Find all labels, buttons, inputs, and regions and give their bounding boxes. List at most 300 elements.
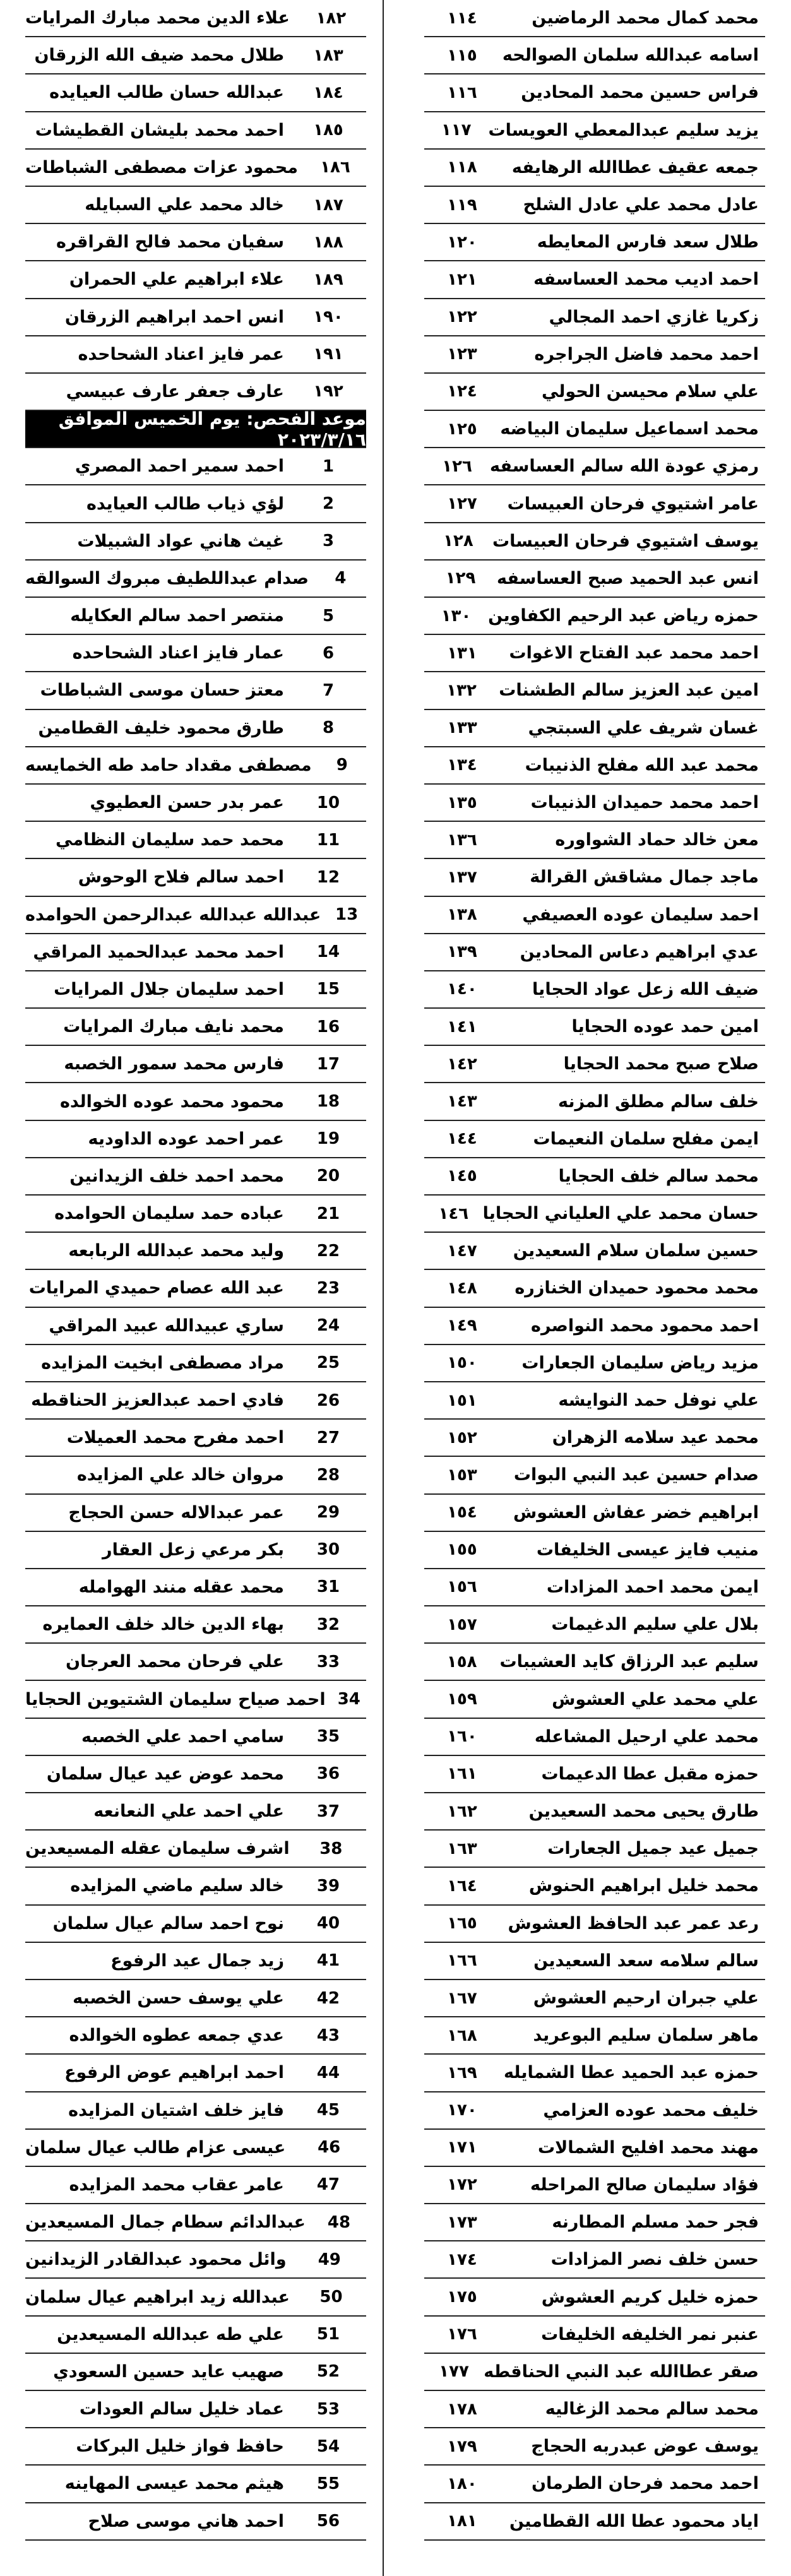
- candidate-name: محمد خليل ابراهيم الحنوش: [528, 1876, 759, 1896]
- row-number: ١٧٤: [447, 2250, 477, 2269]
- table-row: [25, 2317, 366, 2354]
- table-row: [25, 785, 366, 822]
- candidate-name: خالد سليم ماضي المزايده: [70, 1876, 284, 1896]
- row-number: ١٦٥: [447, 1914, 477, 1933]
- candidate-name: علي يوسف حسن الخصبه: [73, 1988, 284, 2009]
- table-row: [424, 1233, 765, 1270]
- table-row: [424, 2130, 765, 2167]
- table-row: [25, 2130, 366, 2167]
- candidate-name: علي نوفل حمد النوايشه: [558, 1391, 759, 1411]
- row-number: ١٧٧: [439, 2362, 469, 2382]
- row-number: ١٢٢: [447, 307, 477, 327]
- table-row: [424, 2391, 765, 2428]
- row-number: ١٢١: [447, 270, 477, 289]
- table-row: [25, 2428, 366, 2466]
- table-row: [424, 1793, 765, 1831]
- table-row: [424, 2354, 765, 2391]
- candidate-name: يوسف اشتيوي فرحان العبيسات: [492, 531, 759, 551]
- table-row: [424, 635, 765, 672]
- candidate-name: ايمن محمد احمد المزادات: [546, 1577, 759, 1597]
- table-row: [25, 2055, 366, 2092]
- candidate-name: صقر عطاالله عبد النبي الحناقطه: [484, 2361, 759, 2382]
- row-number: ١٢٠: [447, 232, 477, 252]
- candidate-name: ماهر سلمان سليم البوعريد: [533, 2026, 759, 2046]
- table-row: [424, 187, 765, 224]
- candidate-name: عادل محمد علي عادل الشلح: [523, 195, 759, 215]
- row-number: ١١٨: [447, 158, 477, 177]
- table-row: [25, 299, 366, 336]
- table-row: [25, 635, 366, 672]
- candidate-name: محمود محمد عوده الخوالده: [59, 1091, 284, 1112]
- table-row: [424, 0, 765, 37]
- table-row: [25, 1719, 366, 1756]
- row-number: ١٣٣: [447, 718, 477, 738]
- table-row: [25, 1121, 366, 1158]
- candidate-name: ايمن مفلح سلمان النعيمات: [533, 1129, 759, 1149]
- candidate-name: خالد محمد علي السبايله: [85, 195, 284, 215]
- candidate-name: طلال محمد ضيف الله الزرقان: [34, 45, 284, 66]
- candidate-name: بكر مرعي زعل العقار: [102, 1540, 284, 1560]
- table-row: [424, 1681, 765, 1718]
- table-row: [25, 1495, 366, 1532]
- table-row: [424, 1606, 765, 1644]
- table-row: [424, 374, 765, 411]
- table-row: [25, 561, 366, 598]
- row-number: 47: [316, 2175, 340, 2195]
- candidate-name: مروان خالد علي المزايده: [76, 1465, 284, 1485]
- row-number: 31: [316, 1577, 340, 1597]
- row-number: 23: [316, 1278, 340, 1298]
- candidate-name: احمد محمود محمد النواصره: [531, 1315, 759, 1336]
- table-row: [424, 224, 765, 261]
- candidate-name: محمد كمال محمد الرماضين: [532, 8, 759, 28]
- table-row: [424, 1906, 765, 1943]
- candidate-name: عامر اشتيوي فرحان العبيسات: [507, 494, 759, 514]
- candidate-name: انس عبد الحميد صبح العساسفه: [497, 568, 759, 588]
- row-number: ١٢٩: [445, 569, 476, 588]
- candidate-name: عمر احمد عوده الداوديه: [88, 1129, 284, 1149]
- row-number: 27: [316, 1428, 340, 1447]
- candidate-name: فجر حمد مسلم المطارنه: [552, 2212, 759, 2233]
- candidate-name: علي سلام محيسن الحولي: [541, 381, 759, 401]
- table-row: [424, 1644, 765, 1681]
- table-row: [25, 150, 366, 187]
- row-number: 4: [335, 569, 347, 588]
- row-number: ١٣٤: [447, 756, 477, 775]
- candidate-name: حمزه رياض عبد الرحيم الكفاوين: [488, 606, 759, 626]
- candidate-name: احمد سليمان جلال المرايات: [54, 979, 284, 999]
- candidate-name: احمد محمد فاضل الجراجره: [534, 344, 759, 364]
- candidate-name: معتز حسان موسى الشباطات: [40, 680, 284, 701]
- table-row: [25, 112, 366, 150]
- table-row: [25, 1756, 366, 1793]
- table-row: [25, 1420, 366, 1457]
- table-row: [424, 1345, 765, 1382]
- candidate-name: عدي ابراهيم دعاس المحادين: [520, 942, 759, 962]
- row-number: ١٣٦: [447, 830, 477, 850]
- candidate-name: علي احمد علي النعانعه: [93, 1801, 284, 1822]
- candidate-name: صلاح صبح محمد الحجايا: [563, 1054, 759, 1074]
- left-column: [25, 0, 366, 2541]
- table-row: [25, 1644, 366, 1681]
- candidate-name: ساري عبيدالله عبيد المراقي: [49, 1315, 284, 1336]
- row-number: 25: [316, 1353, 340, 1373]
- row-number: ١٥٢: [447, 1428, 477, 1447]
- candidate-name: فادي احمد عبدالعزيز الحناقطه: [31, 1391, 284, 1411]
- candidate-name: ضيف الله زعل عواد الحجايا: [532, 979, 759, 999]
- row-number: 53: [316, 2399, 340, 2419]
- table-row: [424, 747, 765, 785]
- table-row: [25, 1868, 366, 1905]
- row-number: 1: [322, 456, 335, 476]
- table-row: [25, 261, 366, 299]
- table-row: [424, 785, 765, 822]
- candidate-name: عبدالدائم سطام جمال المسيعدين: [25, 2212, 306, 2233]
- table-row: [25, 1980, 366, 2017]
- candidate-name: محمد عيد سلامه الزهران: [552, 1428, 759, 1448]
- table-row: [424, 299, 765, 336]
- candidate-name: محمد احمد خلف الزيدانين: [69, 1166, 284, 1186]
- table-row: [424, 2241, 765, 2279]
- table-row: [25, 37, 366, 74]
- candidate-name: سفيان محمد فالح القراقره: [56, 232, 284, 252]
- row-number: ١٤٣: [447, 1092, 477, 1112]
- row-number: ١٥١: [447, 1391, 477, 1410]
- row-number: ١٧٦: [447, 2325, 477, 2344]
- table-row: [25, 485, 366, 523]
- row-number: 29: [316, 1503, 340, 1522]
- table-row: [25, 2466, 366, 2503]
- table-row: [25, 1606, 366, 1644]
- candidate-name: محمد حمد سليمان النظامي: [56, 830, 284, 850]
- candidate-name: رعد عمر عبد الحافظ العشوش: [508, 1913, 759, 1933]
- candidate-name: عمر فايز اعناد الشحاحده: [78, 344, 284, 364]
- table-row: [25, 1943, 366, 1980]
- row-number: ١٤٨: [447, 1278, 477, 1298]
- row-number: 35: [316, 1727, 340, 1747]
- candidate-name: محمد محمود حميدان الخنازره: [514, 1278, 759, 1298]
- row-number: ١٣٨: [447, 905, 477, 925]
- row-number: 49: [318, 2250, 341, 2269]
- row-number: 40: [316, 1914, 340, 1933]
- row-number: ١٤٥: [447, 1166, 477, 1186]
- candidate-name: حمزه خليل كريم العشوش: [541, 2287, 759, 2307]
- row-number: 7: [322, 680, 335, 700]
- row-number: 37: [316, 1801, 340, 1821]
- table-row: [25, 822, 366, 859]
- candidate-name: علاء ابراهيم علي الحمران: [69, 270, 284, 290]
- row-number: 24: [316, 1316, 340, 1336]
- table-row: [25, 2092, 366, 2130]
- row-number: 30: [316, 1540, 340, 1560]
- table-row: [424, 1382, 765, 1420]
- candidate-name: عنبر نمر الخليفه الخليفات: [541, 2324, 759, 2344]
- row-number: ١٥٩: [447, 1690, 477, 1709]
- row-number: 42: [316, 1988, 340, 2008]
- row-number: 54: [316, 2437, 340, 2456]
- candidate-name: فؤاد سليمان صالح المراحله: [530, 2175, 759, 2195]
- row-number: ١٧٩: [447, 2437, 477, 2456]
- table-row: [424, 411, 765, 448]
- row-number: ١٨٠: [447, 2474, 477, 2493]
- row-number: 13: [335, 905, 359, 925]
- candidate-name: عارف جعفر عارف عبيسي: [66, 381, 284, 401]
- table-row: [25, 1831, 366, 1868]
- candidate-name: عمر بدر حسن العطيوي: [90, 793, 284, 813]
- table-row: [424, 1270, 765, 1307]
- candidate-name: محمد علي ارحيل المشاعله: [534, 1726, 759, 1747]
- table-row: [424, 934, 765, 971]
- candidate-name: صهيب عايد حسين السعودي: [53, 2361, 284, 2382]
- table-row: [424, 1495, 765, 1532]
- table-row: [424, 1719, 765, 1756]
- row-number: ١٧٣: [447, 2212, 477, 2232]
- table-row: [424, 710, 765, 747]
- table-row: [424, 2428, 765, 2466]
- row-number: ١٨٥: [313, 121, 343, 140]
- candidate-name: احمد سمير احمد المصري: [74, 456, 284, 477]
- candidate-name: جميل عيد جميل الجعارات: [547, 1839, 759, 1859]
- row-number: 44: [316, 2063, 340, 2082]
- table-row: [25, 523, 366, 561]
- row-number: ١٦٣: [447, 1839, 477, 1858]
- row-number: 48: [327, 2212, 351, 2232]
- row-number: 50: [319, 2288, 343, 2307]
- row-number: 10: [316, 793, 340, 812]
- table-row: [424, 1083, 765, 1120]
- row-number: 43: [316, 2026, 340, 2045]
- row-number: ١٧٥: [447, 2288, 477, 2307]
- row-number: ١٨٤: [313, 83, 343, 102]
- table-row: [424, 1121, 765, 1158]
- candidate-name: امين حمد عوده الحجايا: [571, 1017, 759, 1037]
- row-number: 15: [316, 980, 340, 999]
- candidate-name: وائل محمود عبدالقادر الزيدانين: [25, 2250, 287, 2270]
- row-number: ١٦١: [447, 1764, 477, 1784]
- candidate-name: طارق محمود خليف القطامين: [38, 718, 284, 738]
- row-number: ١٤٤: [447, 1129, 477, 1149]
- table-row: [424, 2204, 765, 2241]
- row-number: ١٩١: [313, 345, 343, 364]
- candidate-name: احمد محمد فرحان الطرمان: [532, 2474, 759, 2494]
- table-row: [25, 859, 366, 896]
- candidate-name: محمد نايف مبارك المرايات: [63, 1017, 284, 1037]
- table-row: [424, 561, 765, 598]
- table-row: [424, 1569, 765, 1606]
- table-row: [25, 672, 366, 709]
- table-row: [25, 1906, 366, 1943]
- candidate-name: ابراهيم خضر عفاش العشوش: [513, 1502, 759, 1522]
- candidate-name: احمد صياح سليمان الشتيوين الحجايا: [25, 1689, 326, 1709]
- candidate-name: احمد مفرح محمد العميلات: [66, 1428, 284, 1448]
- candidate-name: منيب فايز عيسى الخليفات: [536, 1540, 759, 1560]
- row-number: 14: [316, 942, 340, 962]
- candidate-name: زيد جمال عيد الرفوع: [110, 1950, 284, 1971]
- row-number: 46: [318, 2138, 341, 2158]
- row-number: ١١٥: [447, 45, 477, 65]
- table-row: [25, 1083, 366, 1120]
- table-row: [424, 112, 765, 150]
- candidate-name: محمد سالم محمد الزغاليه: [545, 2399, 759, 2419]
- row-number: 3: [322, 531, 335, 551]
- row-number: ١٣٩: [447, 942, 477, 962]
- table-row: [25, 2503, 366, 2541]
- table-row: [25, 1196, 366, 1233]
- right-column: [424, 0, 765, 2541]
- candidate-name: اسامه عبدالله سلمان الصوالحه: [502, 45, 759, 66]
- row-number: ١٥٧: [447, 1615, 477, 1634]
- candidate-name: احمد محمد عبد الفتاح الاغوات: [509, 643, 759, 663]
- candidate-name: احمد سليمان عوده العصيفي: [522, 905, 759, 925]
- table-row: [25, 598, 366, 635]
- candidate-name: احمد محمد حميدان الذنيبات: [530, 793, 759, 813]
- table-row: [424, 1868, 765, 1905]
- candidate-name: عبدالله عبدالله عبدالرحمن الحوامده: [25, 905, 321, 925]
- candidate-name: علي فرحان محمد العرجان: [65, 1652, 284, 1672]
- row-number: ١٥٤: [447, 1503, 477, 1522]
- candidate-name: محمد سالم خلف الحجايا: [558, 1166, 759, 1186]
- table-row: [25, 2279, 366, 2316]
- candidate-name: اياد محمود عطا الله القطامين: [509, 2511, 759, 2531]
- table-row: [25, 224, 366, 261]
- table-row: [424, 2279, 765, 2316]
- table-row: [25, 2204, 366, 2241]
- table-row: [25, 747, 366, 785]
- table-row: [25, 1308, 366, 1345]
- table-row: [424, 2503, 765, 2541]
- candidate-name: حافظ فواز خليل البركات: [76, 2437, 284, 2457]
- row-number: ١٥٣: [447, 1465, 477, 1485]
- row-number: ١٣٥: [447, 793, 477, 812]
- table-row: [424, 1943, 765, 1980]
- candidate-name: عبد الله عصام حميدي المرايات: [28, 1278, 284, 1298]
- row-number: ١٤٦: [438, 1204, 469, 1223]
- candidate-name: فراس حسين محمد المحادين: [521, 83, 759, 103]
- table-row: [25, 1158, 366, 1196]
- candidate-name: فايز خلف اشتيان المزايده: [68, 2100, 284, 2120]
- candidate-name: يوسف عوض عبدربه الحجاج: [531, 2437, 759, 2457]
- row-number: ١١٤: [447, 8, 477, 28]
- table-row: [25, 374, 366, 411]
- row-number: 39: [316, 1876, 340, 1896]
- table-row: [424, 1420, 765, 1457]
- candidate-name: ماجد جمال مشاقش القرالة: [530, 867, 759, 887]
- candidate-name: حمزه عبد الحميد عطا الشمايله: [503, 2063, 759, 2083]
- candidate-name: مصطفى مقداد حامد طه الخمايسه: [25, 755, 312, 775]
- candidate-name: مزيد رياض سليمان الجعارات: [521, 1353, 759, 1373]
- row-number: 41: [316, 1951, 340, 1971]
- row-number: 6: [322, 643, 335, 663]
- table-row: [424, 1196, 765, 1233]
- row-number: ١٨٣: [313, 45, 343, 65]
- candidate-name: علي طه عبدالله المسيعدين: [57, 2324, 284, 2344]
- table-row: [424, 485, 765, 523]
- table-row: [424, 1009, 765, 1046]
- row-number: ١٢٥: [447, 419, 477, 439]
- candidate-name: جمعه عقيف عطاالله الرهايفه: [511, 157, 759, 177]
- row-number: ١٤١: [447, 1017, 477, 1036]
- row-number: ١٨٢: [316, 8, 347, 28]
- table-row: [424, 1532, 765, 1569]
- candidate-name: زكريا غازي احمد المجالي: [549, 307, 759, 327]
- table-row: [25, 1382, 366, 1420]
- candidate-name: احمد ابراهيم عوض الرفوع: [64, 2063, 284, 2083]
- table-row: [25, 1681, 366, 1718]
- row-number: 26: [316, 1391, 340, 1410]
- candidate-name: عبدالله حسان طالب العيايده: [49, 83, 284, 103]
- candidate-name: عباده حمد سليمان الحوامده: [54, 1204, 284, 1224]
- row-number: ١٥٦: [447, 1577, 477, 1597]
- table-row: [25, 2241, 366, 2279]
- table-row: [25, 1009, 366, 1046]
- row-number: 20: [316, 1166, 340, 1186]
- candidate-name: احمد اديب محمد العساسفه: [533, 270, 759, 290]
- candidate-name: انس احمد ابراهيم الزرقان: [64, 307, 284, 327]
- row-number: ١٦٤: [447, 1876, 477, 1896]
- row-number: 32: [316, 1615, 340, 1634]
- row-number: 51: [316, 2325, 340, 2344]
- candidate-name: نوح احمد سالم عيال سلمان: [52, 1913, 284, 1933]
- candidate-name: خليف محمد عوده العزامي: [543, 2100, 759, 2120]
- table-row: [424, 822, 765, 859]
- row-number: ١٦٢: [447, 1801, 477, 1821]
- row-number: ١٨٨: [313, 232, 343, 252]
- candidate-name: صدام حسين عبد النبي البوات: [513, 1465, 759, 1485]
- candidate-name: سالم سلامه سعد السعيدين: [533, 1950, 759, 1971]
- row-number: ١٥٥: [447, 1540, 477, 1560]
- candidate-name: احمد محمد عبدالحميد المراقي: [33, 942, 284, 962]
- candidate-name: منتصر احمد سالم العكايله: [70, 606, 284, 626]
- candidate-name: عدي جمعه عطوه الخوالده: [69, 2026, 284, 2046]
- row-number: ١٦٧: [447, 1988, 477, 2008]
- table-row: [25, 1270, 366, 1307]
- row-number: ١٨٩: [313, 270, 343, 289]
- table-row: [25, 2354, 366, 2391]
- row-number: 45: [316, 2101, 340, 2120]
- row-number: ١٢٣: [447, 345, 477, 364]
- table-row: [25, 897, 366, 934]
- table-row: [424, 1308, 765, 1345]
- table-row: [424, 336, 765, 374]
- row-number: ١٢٨: [443, 531, 473, 551]
- row-number: 17: [316, 1054, 340, 1074]
- candidate-name: محمد عقله منند الهوامله: [78, 1577, 284, 1597]
- candidate-name: حسان محمد علي العلياني الحجايا: [482, 1204, 759, 1224]
- row-number: ١٧١: [447, 2138, 477, 2158]
- row-number: ١١٩: [447, 195, 477, 215]
- row-number: 52: [316, 2362, 340, 2382]
- candidate-name: غيث هاني عواد الشبيلات: [77, 531, 284, 551]
- table-row: [25, 1233, 366, 1270]
- row-number: 34: [337, 1690, 360, 1709]
- candidate-name: امين عبد العزيز سالم الطشنات: [499, 680, 759, 701]
- table-row: [25, 2391, 366, 2428]
- row-number: 2: [322, 494, 335, 514]
- candidate-name: فارس محمد سمور الخصبه: [64, 1054, 284, 1074]
- table-row: [424, 261, 765, 299]
- table-row: [25, 1793, 366, 1831]
- table-row: [424, 523, 765, 561]
- row-number: 33: [316, 1652, 340, 1671]
- candidate-name: علي جبران ارحيم العشوش: [533, 1988, 759, 2009]
- row-number: 5: [322, 606, 335, 626]
- table-row: [424, 897, 765, 934]
- candidate-name: محمد عوض عيد عيال سلمان: [46, 1764, 284, 1784]
- candidate-name: بلال علي سليم الدغيمات: [551, 1615, 759, 1635]
- candidate-name: مهند محمد افليح الشمالات: [537, 2137, 759, 2158]
- row-number: ١٢٤: [447, 382, 477, 401]
- row-number: ١٦٩: [447, 2063, 477, 2082]
